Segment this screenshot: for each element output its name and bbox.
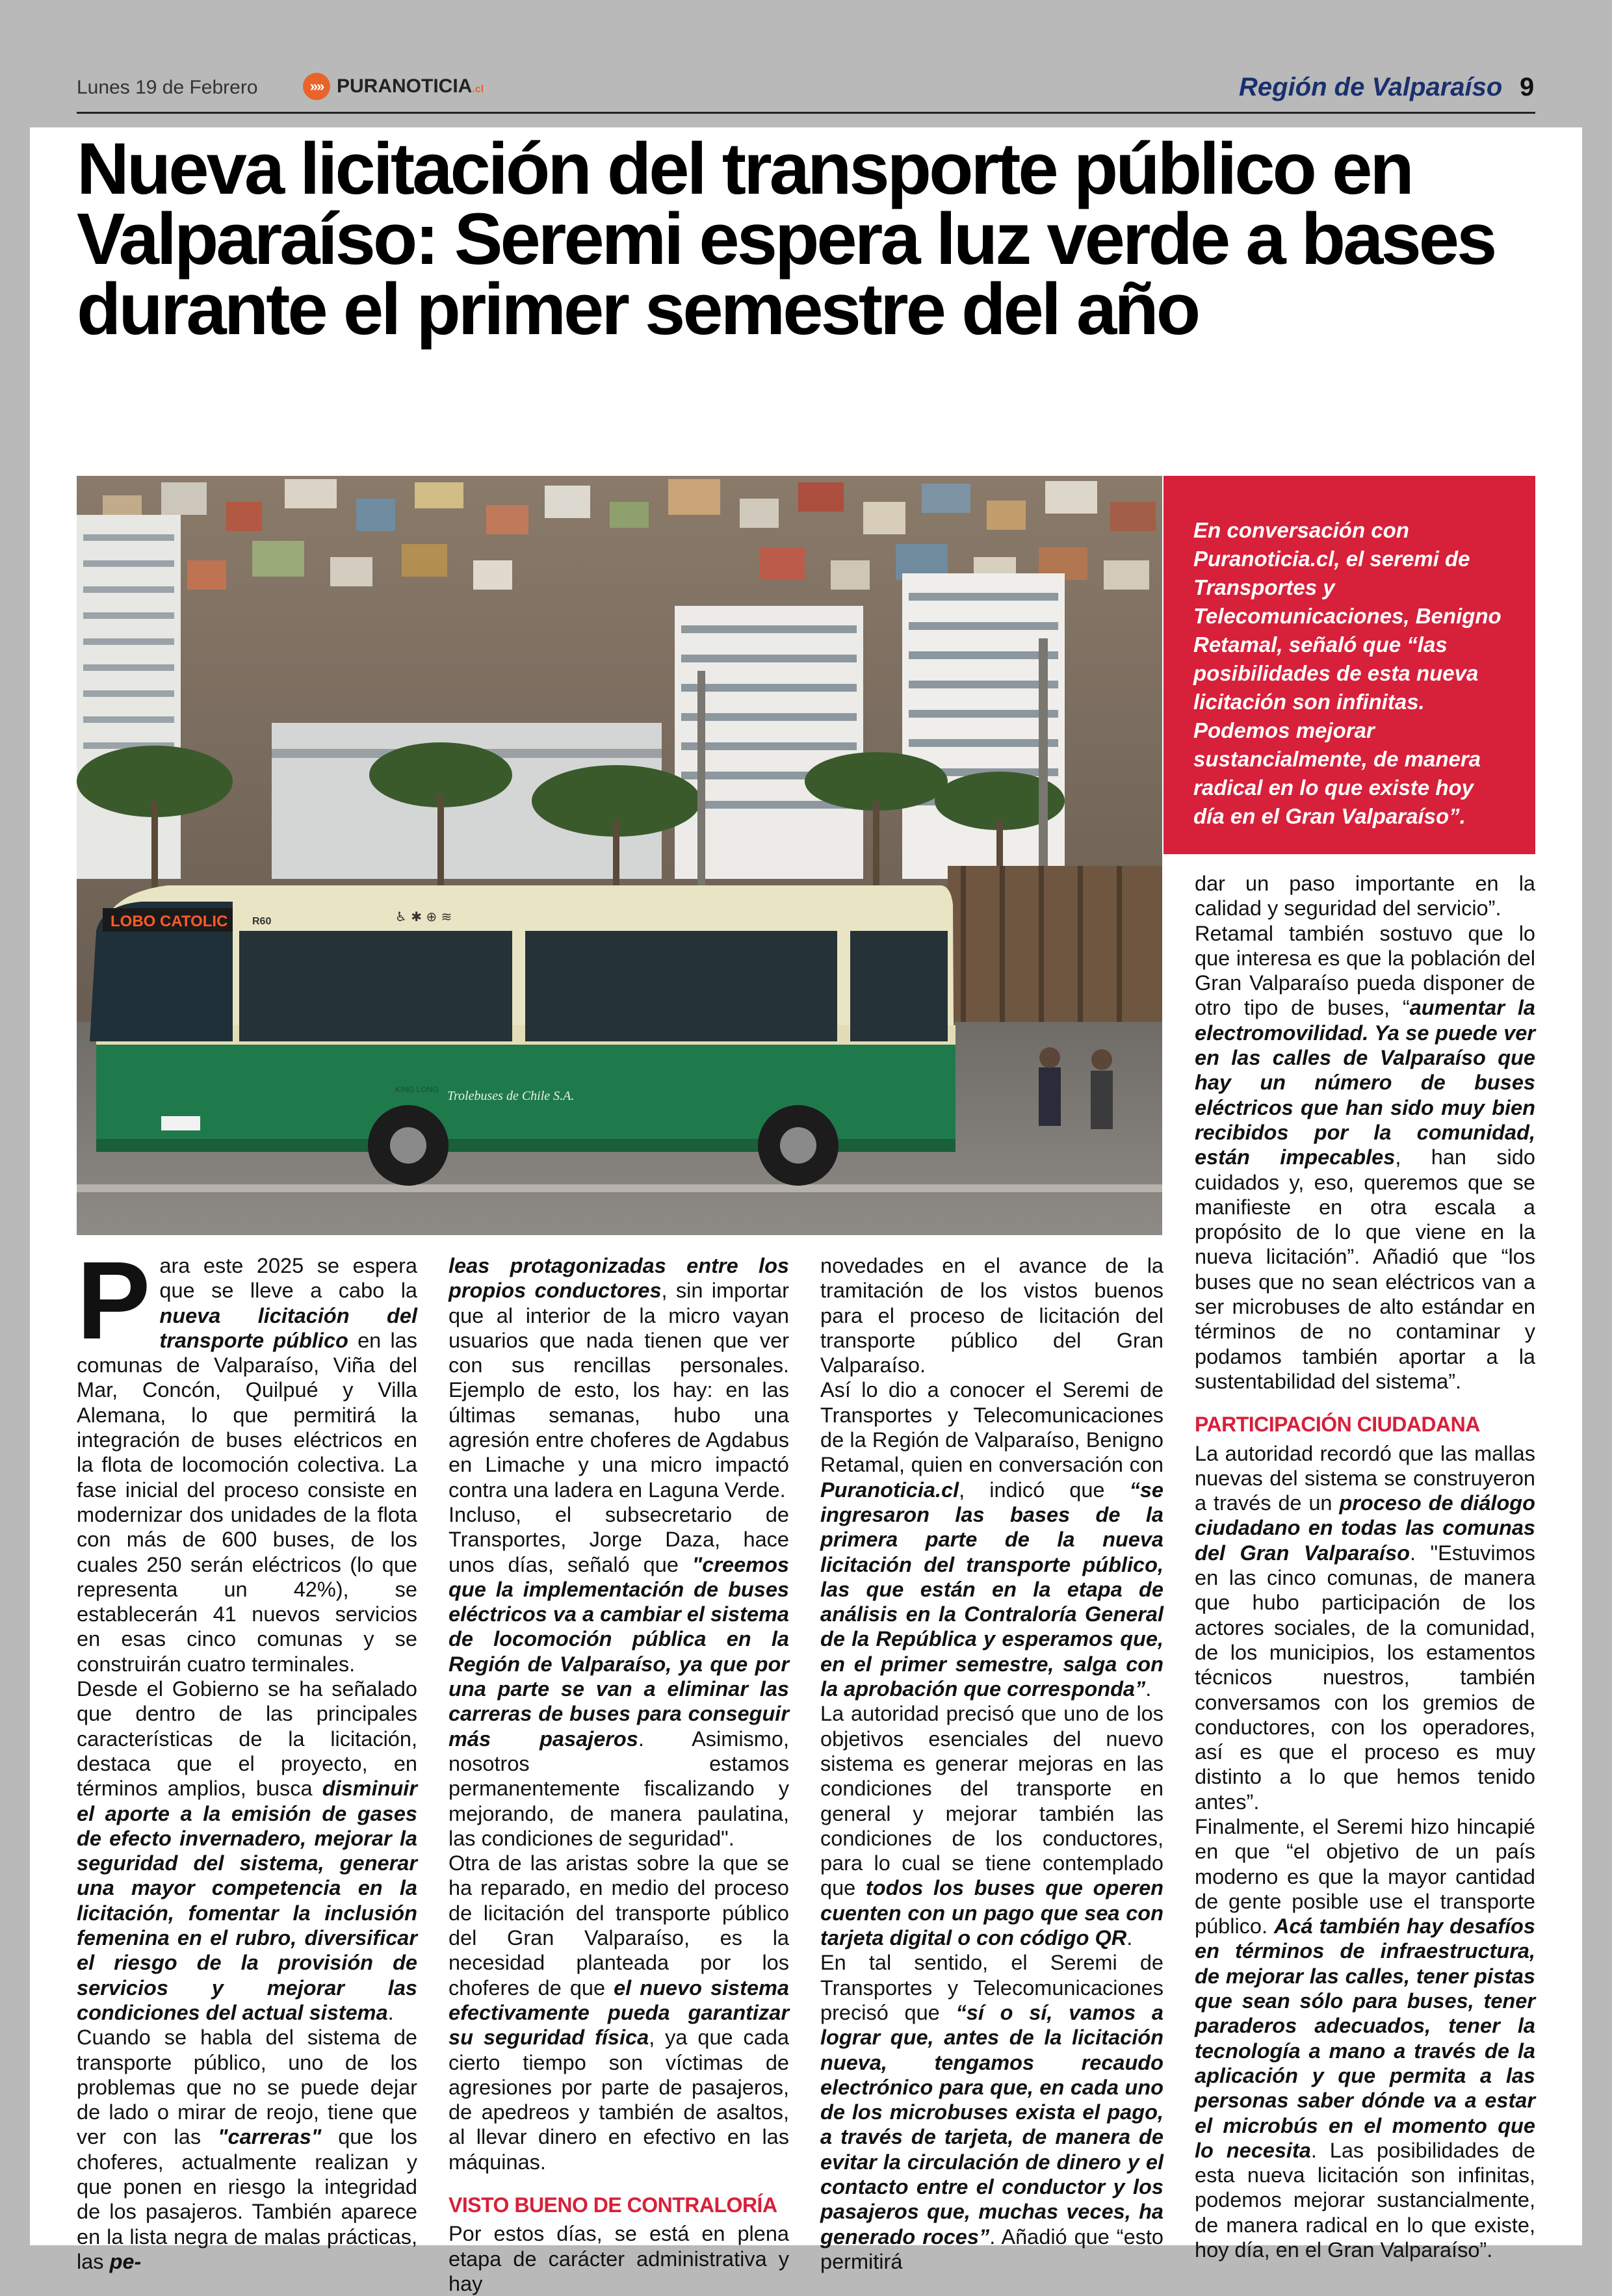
section-name: Región de Valparaíso xyxy=(1239,73,1503,101)
article-column-4 xyxy=(1195,871,1535,2262)
bus-operator-text: Trolebuses de Chile S.A. xyxy=(447,1089,575,1103)
page-header xyxy=(0,0,1612,127)
article-column-2 xyxy=(448,1253,789,2296)
drop-cap: P xyxy=(77,1239,151,1363)
paragraph: Desde el Gobierno se ha señalado que dentro de las principales características de la licitación, destaca que el proyecto, en términos amplios, busca disminuir el aporte a la emisión de gases de efecto invernadero, mejorar la seguridad del sistema, generar una mayor competencia en la licitación, fomentar la inclusión femenina en el rubro, diversificar el riesgo de la provisión de servicios y mejorar las condiciones del actual sistema. xyxy=(77,1677,417,2024)
header-rule xyxy=(77,112,1535,114)
paragraph: novedades en el avance de la tramitación de los vistos buenos para el proceso de licitación del transporte público del Gran Valparaíso. xyxy=(820,1254,1164,1377)
paragraph: Cuando se habla del sistema de transporte público, uno de los problemas que no se puede dejar de lado o mirar de reojo, tiene que ver con las "carreras" que los choferes, actualmente realizan y que ponen en riesgo la integridad de los pasajeros. También aparece en la lista negra de malas prácticas, las pe- xyxy=(77,2026,417,2273)
bus-brand-mark: R60 xyxy=(252,916,272,927)
logo-arrows-icon: »» xyxy=(303,73,330,100)
paragraph: dar un paso importante en la calidad y seguridad del servicio”. xyxy=(1195,872,1535,920)
article-column-1 xyxy=(77,1239,417,2274)
subheading: VISTO BUENO DE CONTRALORÍA xyxy=(448,2193,777,2217)
bus-route-sign: LOBO CATOLIC xyxy=(110,913,228,930)
logo-suffix: .cl xyxy=(472,84,484,95)
paragraph: Finalmente, el Seremi hizo hincapié en que “el objetivo de un país moderno es que la mayor cantidad de gente posible use el transporte público. Acá también hay desafíos en términos de infraestructura, de mejorar las calles, tener pistas que sean sólo para buses, tener paraderos adecuados, tener la tecnología a mano a través de la aplicación y que permita a las personas saber dónde va a estar el microbús en el momento que lo necesita. Las posibilidades de esta nueva licitación son infinitas, podemos mejorar sustancialmente, de manera radical en lo que existe, hoy día, en el Gran Valparaíso”. xyxy=(1195,1814,1536,2262)
paragraph: La autoridad precisó que uno de los objetivos esenciales del nuevo sistema es generar mejoras en las condiciones del transporte en general y mejorar también las condiciones de los conductores, para lo cual se tiene contemplado que todos los buses que operen cuenten con un pago que sea con tarjeta digital o con código QR. xyxy=(820,1702,1164,1950)
paragraph: Incluso, el subsecretario de Transportes, Jorge Daza, hace unos días, señaló que "creemos que la implementación de buses eléctricos va a cambiar el sistema de locomoción pública en la Región de Valparaíso, ya que por una parte se van a eliminar las carreras de buses para conseguir más pasajeros. Asimismo, nosotros estamos permanentemente fiscalizando y mejorando, de manera paulatina, las condiciones de seguridad". xyxy=(448,1502,789,1850)
paragraph: Por estos días, se está en plena etapa de carácter administrativa y hay xyxy=(448,2222,789,2295)
bus-photo xyxy=(77,476,1162,1235)
paragraph: La autoridad recordó que las mallas nuevas del sistema se construyeron a través de un proceso de diálogo ciudadano en todas las comunas del Gran Valparaíso. "Estuvimos en las cinco comunas, de manera que hubo participación de los actores sociales, de la comunidad, de los municipios, los estamentos técnicos nuestros, también conversamos con los gremios de conductores, con los operadores, así es que el proceso es muy distinto a lo que hemos tenido antes”. xyxy=(1195,1441,1535,1814)
page-number: 9 xyxy=(1520,73,1535,101)
bus-manufacturer-logo: KING LONG xyxy=(395,1085,439,1094)
issue-date: Lunes 19 de Febrero xyxy=(77,77,258,98)
paragraph: leas protagonizadas entre los propios conductores, sin importar que al interior de la micro vayan usuarios que nada tienen que ver con sus rencillas personales. Ejemplo de esto, los hay: en las últimas semanas, hubo una agresión entre choferes de Agdabus en Limache y una micro impactó contra una ladera en Laguna Verde. xyxy=(448,1254,789,1502)
article-column-3 xyxy=(820,1253,1164,2274)
bus-accessibility-icons: ♿ ✱ ⊕ ≋ xyxy=(395,909,452,924)
subheading: PARTICIPACIÓN CIUDADANA xyxy=(1195,1413,1480,1437)
paragraph: En tal sentido, el Seremi de Transportes y Telecomunicaciones precisó que “sí o sí, vamos a lograr que, antes de la licitación nueva, tengamos recaudo electrónico para que, en cada uno de los microbuses exista el pago, a través de tarjeta, de manera de evitar la circulación de dinero y el contacto entre el conductor y los pasajeros que, muchas veces, ha generado roces”. Añadió que “esto permitirá xyxy=(820,1951,1164,2273)
paragraph: Para este 2025 se espera que se lleve a cabo la nueva licitación del transporte público en las comunas de Valparaíso, Viña del Mar, Concón, Quilpué y Villa Alemana, lo que permitirá la integración de buses eléctricos en la flota de locomoción colectiva. La fase inicial del proceso consiste en modernizar dos unidades de la flota con más de 600 buses, de los cuales 250 serán eléctricos (lo que representa un 42%), se establecerán 41 nuevos servicios en esas cinco comunas y se construirán cuatro terminales. xyxy=(77,1239,417,1676)
pull-quote: En conversación con Puranoticia.cl, el seremi de Transportes y Telecomunicaciones, Benigno Retamal, señaló que “las posibilidades de esta nueva licitación son infinitas. Podemos mejorar sustancialmente, de manera radical en lo que existe hoy día en el Gran Valparaíso”. xyxy=(1164,476,1535,854)
paragraph: Así lo dio a conocer el Seremi de Transportes y Telecomunicaciones de la Región de Valparaíso, Benigno Retamal, quien en conversación con Puranoticia.cl, indicó que “se ingresaron las bases de la primera parte de la nueva licitación del transporte público, las que están en la etapa de análisis en la Contraloría General de la República y esperamos que, en el primer semestre, salga con la aprobación que corresponda”. xyxy=(820,1378,1164,1701)
paragraph: Otra de las aristas sobre la que se ha reparado, en medio del proceso de licitación del transporte público del Gran Valparaíso, es la necesidad planteada por los choferes de que el nuevo sistema efectivamente pueda garantizar su seguridad física, ya que cada cierto tiempo son víctimas de agresiones por parte de pasajeros, de apedreos y también de asaltos, al llevar dinero en efectivo en las máquinas. xyxy=(448,1851,789,2174)
headline: Nueva licitación del transporte público en Valparaíso: Seremi espera luz verde a bases durante el primer semestre del año xyxy=(77,128,1495,350)
paragraph: Retamal también sostuvo que lo que interesa es que la población del Gran Valparaíso pueda disponer de otro tipo de buses, “aumentar la electromovilidad. Ya se puede ver en las calles de Valparaíso que hay un número de buses eléctricos que han sido muy bien recibidos por la comunidad, están impecables, han sido cuidados y, eso, queremos que se manifieste en otra escala a propósito de lo que viene en la nueva licitación”. Añadió que “los buses que no sean eléctricos van a ser microbuses de alto estándar en términos de no contaminar y podamos también aportar a la sustentabilidad del sistema”. xyxy=(1195,921,1536,1393)
publication-logo xyxy=(303,73,484,100)
logo-wordmark: PURANOTICIA xyxy=(337,75,473,97)
